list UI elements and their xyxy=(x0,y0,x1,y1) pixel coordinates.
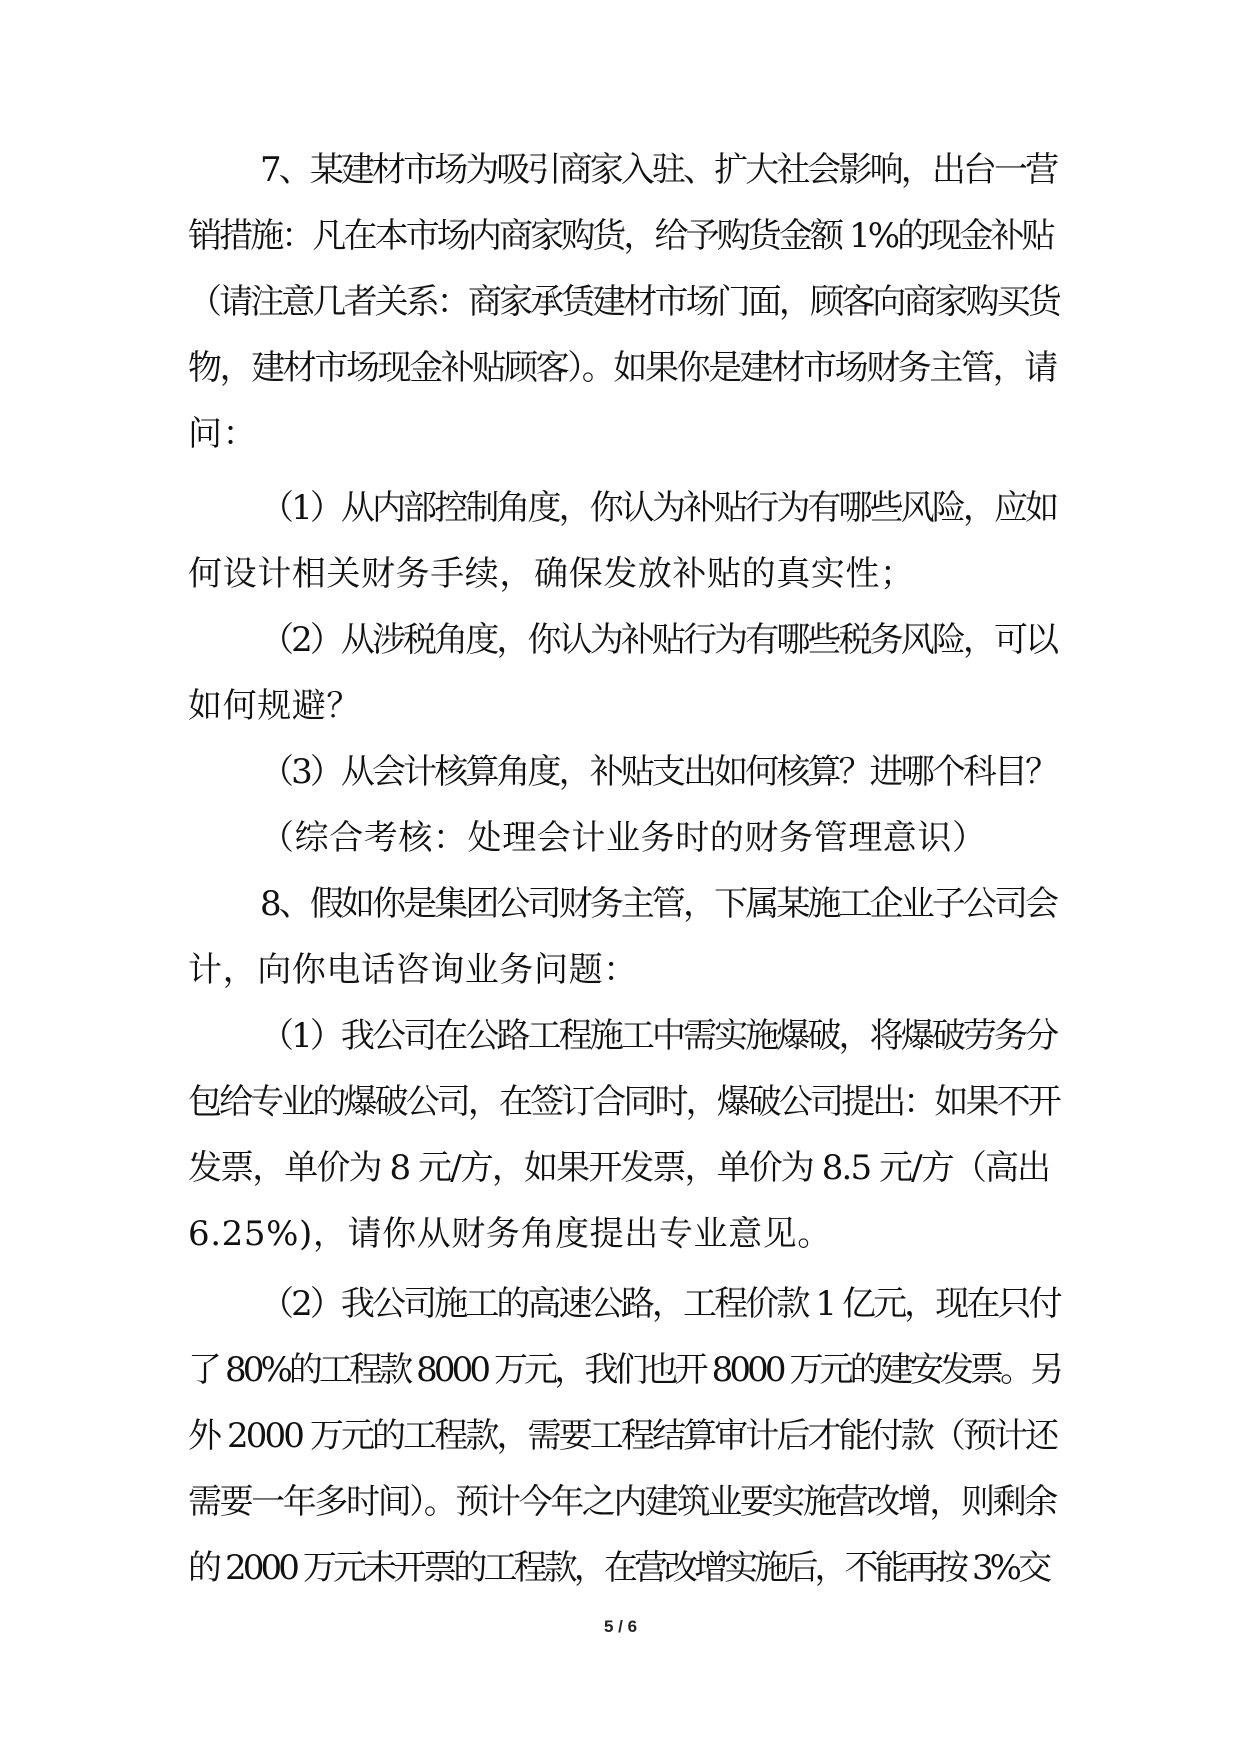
text-line-q7-note: （综合考核：处理会计业务时的财务管理意识） xyxy=(260,818,987,858)
text-line-q7-4: 物，建材市场现金补贴顾客）。如果你是建材市场财务主管，请 xyxy=(188,348,1056,388)
text-line-q8-sub1-4: 6.25%)，请你从财务角度提出专业意见。 xyxy=(188,1214,832,1254)
text-line-q7-sub1-2: 何设计相关财务手续，确保发放补贴的真实性； xyxy=(188,554,915,594)
text-line-q8-2: 计，向你电话咨询业务问题： xyxy=(188,950,638,990)
text-line-q8-sub2-4: 需要一年多时间）。预计今年之内建筑业要实施营改增，则剩余 xyxy=(188,1482,1056,1522)
page-number: 5 / 6 xyxy=(603,1617,638,1636)
text-line-q7-sub2-1: （2）从涉税角度，你认为补贴行为有哪些税务风险，可以 xyxy=(260,620,1057,660)
text-line-q7-sub3: （3）从会计核算角度，补贴支出如何核算？进哪个科目？ xyxy=(260,752,1057,792)
text-line-q7-sub2-2: 如何规避？ xyxy=(188,686,361,726)
text-line-q8-sub2-1: （2）我公司施工的高速公路，工程价款 1 亿元，现在只付 xyxy=(260,1284,1060,1324)
text-line-q8-sub2-3: 外 2000 万元的工程款，需要工程结算审计后才能付款（预计还 xyxy=(188,1416,1057,1456)
text-line-q7-5: 问： xyxy=(188,414,258,454)
text-line-q8-sub1-1: （1）我公司在公路工程施工中需实施爆破，将爆破劳务分 xyxy=(260,1016,1057,1056)
text-line-q7-sub1-1: （1）从内部控制角度，你认为补贴行为有哪些风险，应如 xyxy=(260,488,1057,528)
text-line-q7-1: 7、某建材市场为吸引商家入驻、扩大社会影响，出台一营 xyxy=(260,150,1057,190)
text-line-q8-sub2-5: 的 2000 万元未开票的工程款，在营改增实施后，不能再按 3%交 xyxy=(188,1548,1049,1588)
text-line-q7-3: （请注意几者关系：商家承赁建材市场门面，顾客向商家购买货 xyxy=(188,282,1059,322)
text-line-q7-2: 销措施：凡在本市场内商家购货，给予购货金额 1%的现金补贴 xyxy=(188,216,1053,256)
text-line-q8-sub1-3: 发票，单价为 8 元/方，如果开发票，单价为 8.5 元/方（高出 xyxy=(188,1148,1050,1188)
text-line-q8-sub2-2: 了 80%的工程款 8000 万元，我们也开 8000 万元的建安发票。另 xyxy=(188,1350,1061,1390)
text-line-q8-sub1-2: 包给专业的爆破公司，在签订合同时，爆破公司提出：如果不开 xyxy=(188,1082,1059,1122)
text-line-q8-1: 8、假如你是集团公司财务主管，下属某施工企业子公司会 xyxy=(260,884,1057,924)
